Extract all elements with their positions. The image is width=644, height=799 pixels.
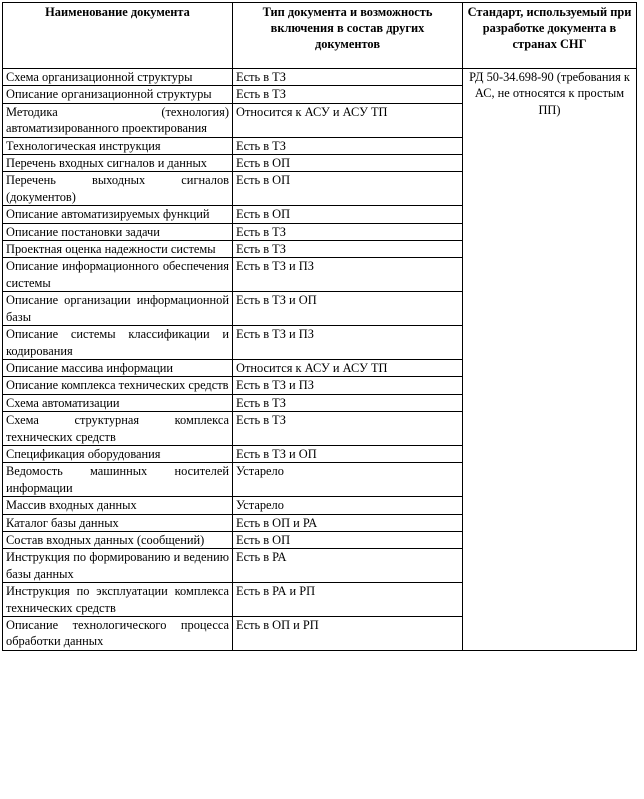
document-type-cell: Есть в ТЗ — [233, 241, 463, 258]
document-name-cell: Описание массива информации — [3, 359, 233, 376]
document-name-cell: Инструкция по формированию и ведению базы данных — [3, 549, 233, 583]
document-type-cell: Есть в ОП — [233, 172, 463, 206]
document-type-cell: Есть в ТЗ и ОП — [233, 445, 463, 462]
document-type-cell: Относится к АСУ и АСУ ТП — [233, 359, 463, 376]
document-name-cell: Описание постановки задачи — [3, 223, 233, 240]
document-type-cell: Есть в ТЗ — [233, 86, 463, 103]
document-type-cell: Есть в ТЗ — [233, 412, 463, 446]
document-type-cell: Устарело — [233, 463, 463, 497]
document-name-cell: Описание комплекса технических средств — [3, 377, 233, 394]
header-document-name: Наименование документа — [3, 3, 233, 69]
document-type-cell: Есть в РА — [233, 549, 463, 583]
document-name-cell: Описание организации информационной базы — [3, 292, 233, 326]
document-type-cell: Есть в ТЗ и ПЗ — [233, 377, 463, 394]
document-name-cell: Методика (технология) автоматизированного проектирования — [3, 103, 233, 137]
document-type-cell: Есть в ТЗ и ПЗ — [233, 258, 463, 292]
table-row — [3, 69, 637, 86]
document-type-cell: Есть в РА и РП — [233, 583, 463, 617]
document-name-cell: Схема структурная комплекса технических средств — [3, 412, 233, 446]
document-name-cell: Описание автоматизируемых функций — [3, 206, 233, 223]
document-name-cell: Схема организационной структуры — [3, 69, 233, 86]
document-type-cell: Относится к АСУ и АСУ ТП — [233, 103, 463, 137]
table-body — [3, 69, 637, 651]
document-name-cell: Описание организационной структуры — [3, 86, 233, 103]
document-name-cell: Массив входных данных — [3, 497, 233, 514]
document-name-cell: Технологическая инструкция — [3, 137, 233, 154]
document-name-cell: Описание технологического процесса обработки данных — [3, 617, 233, 651]
document-type-cell: Есть в ТЗ и ПЗ — [233, 326, 463, 360]
document-type-cell: Есть в ТЗ и ОП — [233, 292, 463, 326]
document-type-cell: Устарело — [233, 497, 463, 514]
document-name-cell: Перечень выходных сигналов (документов) — [3, 172, 233, 206]
document-name-cell: Состав входных данных (сообщений) — [3, 531, 233, 548]
document-name-cell: Проектная оценка надежности системы — [3, 241, 233, 258]
header-standard: Стандарт, используемый при разработке документа в странах СНГ — [463, 3, 637, 69]
document-type-cell: Есть в ТЗ — [233, 223, 463, 240]
document-name-cell: Ведомость машинных носителей информации — [3, 463, 233, 497]
document-name-cell: Описание информационного обеспечения системы — [3, 258, 233, 292]
documents-table — [2, 2, 637, 651]
document-name-cell: Перечень входных сигналов и данных — [3, 155, 233, 172]
document-name-cell: Каталог базы данных — [3, 514, 233, 531]
header-document-type: Тип документа и возможность включения в состав других документов — [233, 3, 463, 69]
document-name-cell: Инструкция по эксплуатации комплекса технических средств — [3, 583, 233, 617]
document-type-cell: Есть в ОП — [233, 206, 463, 223]
document-type-cell: Есть в ОП — [233, 531, 463, 548]
document-type-cell: Есть в ТЗ — [233, 394, 463, 411]
document-name-cell: Спецификация оборудования — [3, 445, 233, 462]
document-name-cell: Схема автоматизации — [3, 394, 233, 411]
document-type-cell: Есть в ТЗ — [233, 137, 463, 154]
table-header-row — [3, 3, 637, 69]
standard-cell: РД 50-34.698-90 (требования к АС, не относятся к простым ПП) — [463, 69, 637, 651]
document-type-cell: Есть в ОП — [233, 155, 463, 172]
document-type-cell: Есть в ОП и РП — [233, 617, 463, 651]
document-name-cell: Описание системы классификации и кодирования — [3, 326, 233, 360]
document-type-cell: Есть в ОП и РА — [233, 514, 463, 531]
document-type-cell: Есть в ТЗ — [233, 69, 463, 86]
